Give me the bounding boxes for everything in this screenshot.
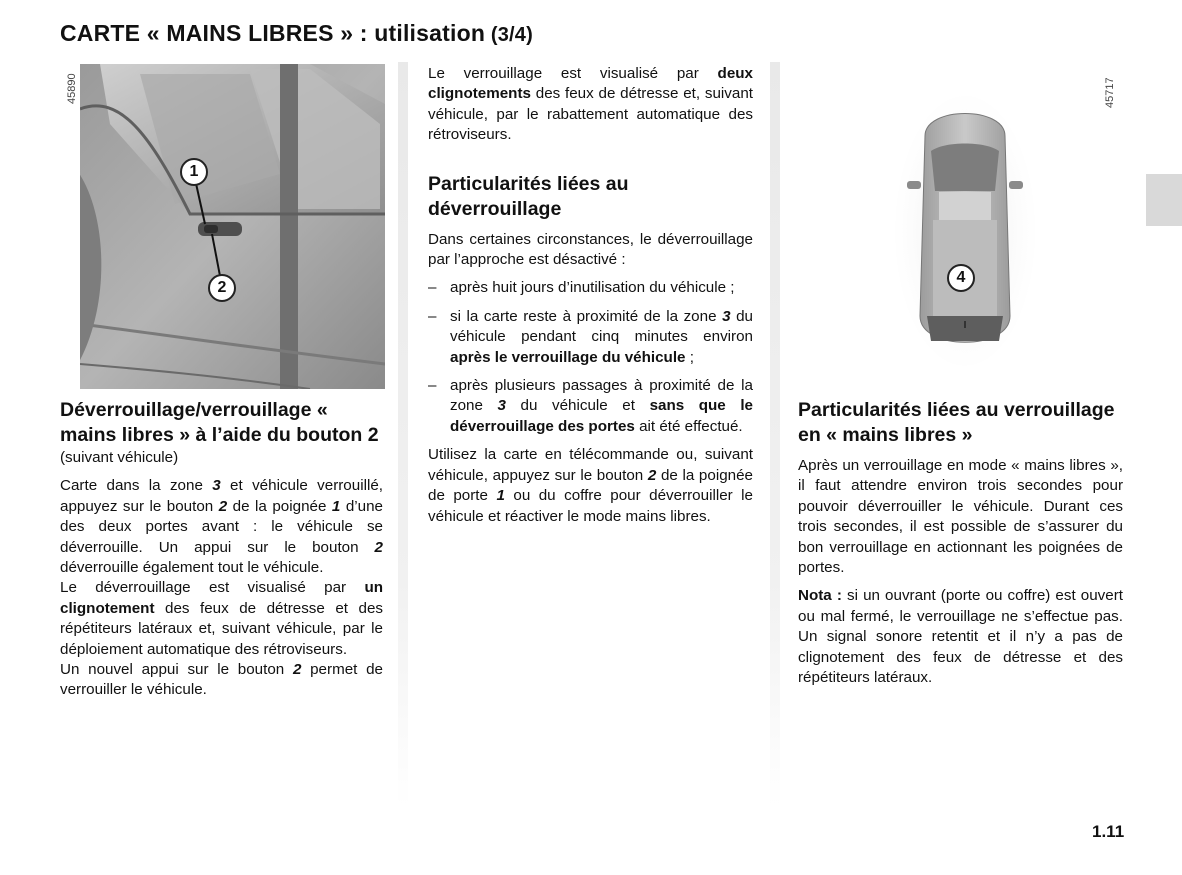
list-item: – si la carte reste à proximité de la zone 3 du véhicule pendant cinq minutes environ après le verrouillage du véhicule ; (428, 307, 753, 368)
italic-run: 2 (218, 497, 228, 515)
section-heading-mains-libres-bouton: Déverrouillage/verrouillage « mains libres » à l’aide du bouton 2 (60, 399, 379, 446)
page-title-main: CARTE « MAINS LIBRES » : utilisation (60, 20, 486, 46)
nota-label: Nota : (798, 587, 842, 605)
list-item-text (450, 376, 753, 437)
list-item: – après huit jours d’inutilisation du véhicule ; (428, 278, 753, 298)
car-top-view-illustration (895, 96, 1035, 366)
page-number: 1.11 (1092, 822, 1125, 841)
paragraph-carte-zone (60, 476, 383, 578)
text-run: déverrouille également tout le véhicule. (60, 559, 324, 577)
callout-1: 1 (180, 158, 208, 186)
list-item-text (450, 307, 753, 368)
page-title (60, 20, 533, 47)
door-handle-illustration (80, 64, 385, 389)
text-run: Un nouvel appui sur le bouton (60, 661, 293, 679)
text-run: du véhicule et (505, 397, 650, 415)
figure-ref-left: 45890 (66, 73, 78, 104)
text-run: des feux de détresse et des répétiteurs latéraux et, suivant véhicule, par le déploiement automatique des rétroviseurs. (60, 599, 383, 658)
italic-run: 1 (496, 487, 505, 505)
italic-run: 2 (292, 661, 302, 679)
text-run: des feux de détresse et, suivant véhicule, par le rabattement automatique des rétroviseurs. (428, 85, 753, 144)
callout-4: 4 (947, 264, 975, 292)
text-run: Le verrouillage est visualisé par (428, 65, 718, 82)
column-right (798, 398, 1123, 688)
paragraph-telecommande (428, 445, 753, 527)
figure-ref-right: 45717 (1104, 77, 1116, 108)
text-run: permet de verrouiller le véhicule. (60, 661, 383, 699)
text-run: du véhicule pendant cinq minutes environ (450, 307, 753, 346)
bold-run: un clignotement (60, 579, 383, 617)
italic-run: 3 (722, 307, 731, 325)
italic-run: 2 (374, 538, 383, 556)
bold-run: après le verrouillage du véhicule (450, 348, 686, 366)
list-item-text (450, 278, 753, 298)
text-run: et véhicule verrouillé, appuyez sur le bouton (60, 477, 383, 515)
text-run: ait été effectué. (634, 417, 743, 435)
text-run: ; (685, 348, 694, 366)
column-separator-2 (770, 62, 780, 807)
section-heading-deverrouillage: Particularités liées au déverrouillage (428, 172, 629, 220)
paragraph-deverrouillage-visualise (60, 578, 383, 660)
column-middle (428, 64, 753, 527)
text-run: si la carte reste à proximité de la zone (450, 307, 723, 325)
column-separator-1 (398, 62, 408, 807)
text-run: de la poignée (227, 497, 332, 515)
paragraph-verrouillage-visualise (428, 64, 753, 146)
paragraph-nota (798, 586, 1123, 688)
text-run: de la poignée de porte (428, 466, 753, 505)
heading-note: (suivant véhicule) (60, 449, 179, 466)
text-run: après huit jours d’inutilisation du véhicule ; (450, 279, 735, 297)
nota-text: si un ouvrant (porte ou coffre) est ouvert ou mal fermé, le verrouillage ne s’effectue pas. Un signal sonore retentit et il n’y a pas de clignotement des feux de détresse et des répétiteurs latéraux. (798, 587, 1123, 687)
section-heading-verrouillage-mains-libres: Particularités liées au verrouillage en « mains libres » (798, 399, 1115, 446)
callout-2: 2 (208, 274, 236, 302)
italic-run: 2 (647, 466, 657, 484)
paragraph-intro: Dans certaines circonstances, le déverrouillage par l’approche est désactivé : (428, 230, 753, 269)
car-illustration-svg (895, 96, 1035, 366)
chapter-tab (1146, 174, 1182, 226)
bold-run: sans que le déverrouillage des portes (450, 397, 753, 435)
bold-run: deux clignotements (428, 65, 753, 103)
text-run: ou du coffre pour déverrouiller le véhicule et réactiver le mode mains libres. (428, 487, 753, 525)
text-run: Carte dans la zone (60, 477, 213, 495)
page-title-part: (3/4) (485, 24, 533, 46)
italic-run: 3 (497, 397, 506, 415)
list-item: – après plusieurs passages à proximité de la zone 3 du véhicule et sans que le déverrouillage des portes ait été effectué. (428, 376, 753, 437)
text-run: Le déverrouillage est visualisé par (60, 579, 365, 597)
door-illustration-svg (80, 64, 385, 389)
paragraph-nouvel-appui (60, 660, 383, 701)
text-run: d’une des deux portes avant : le véhicule se déverrouille. Un appui sur le bouton (60, 497, 383, 556)
text-run: après plusieurs passages à proximité de la zone (450, 377, 753, 415)
italic-run: 3 (212, 477, 221, 495)
paragraph-attente: Après un verrouillage en mode « mains libres », il faut attendre environ trois secondes pour pouvoir déverrouiller le véhicule. Durant ces trois secondes, il est possible de s’assurer du bon verrouillage en actionnant les poignées de portes. (798, 457, 1123, 577)
text-run: Utilisez la carte en télécommande ou, suivant véhicule, appuyez sur le bouton (428, 446, 753, 484)
italic-run: 1 (331, 497, 341, 515)
column-left (60, 398, 383, 701)
